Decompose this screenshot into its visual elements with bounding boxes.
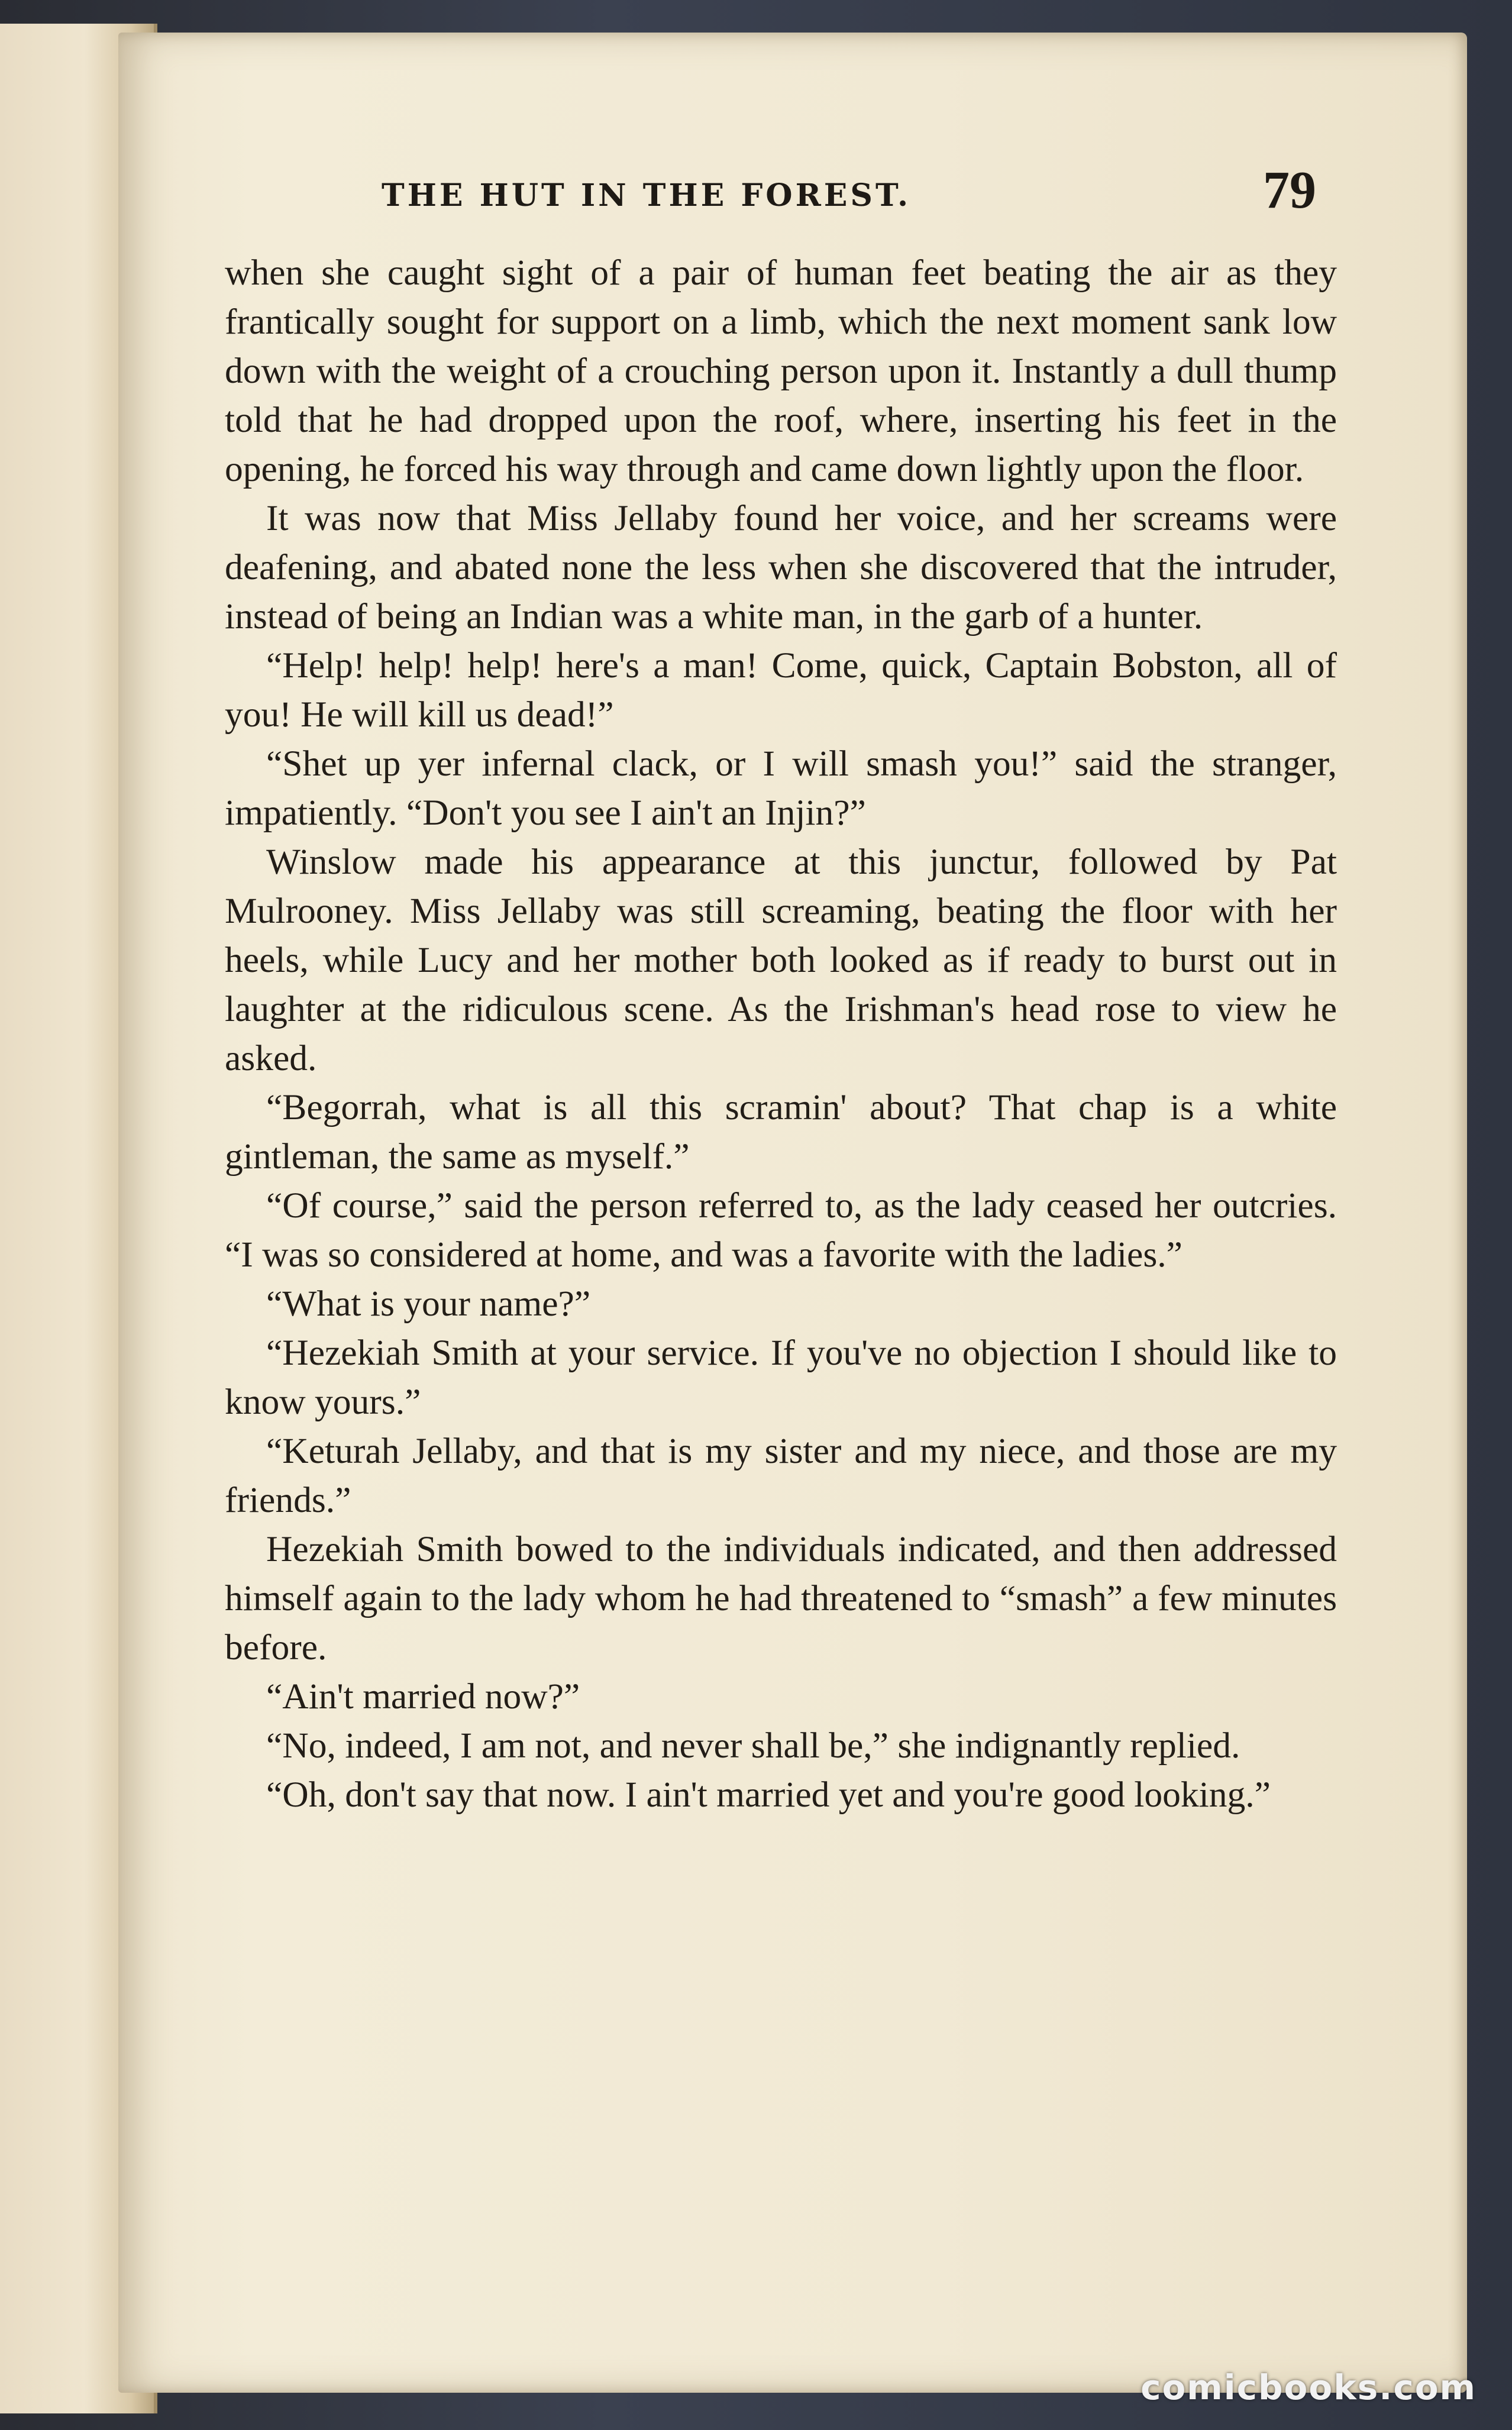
paragraph: “Ain't married now?” <box>266 1676 580 1717</box>
body-text <box>225 248 1337 1820</box>
paragraph: “Hezekiah Smith at your service. If you've no objection I should like to know yours.” <box>225 1333 1337 1422</box>
paragraph: “Of course,” said the person referred to, as the lady ceased her outcries. “I was so considered at home, and was a favorite with the ladies.” <box>225 1185 1337 1275</box>
paragraph: “Shet up yer infernal clack, or I will smash you!” said the stranger, impatiently. “Don't you see I ain't an Injin?” <box>225 744 1337 833</box>
paragraph: “What is your name?” <box>266 1284 591 1324</box>
watermark: comicbooks.com <box>1141 2367 1477 2408</box>
paragraph: “Oh, don't say that now. I ain't married yet and you're good looking.” <box>266 1775 1271 1815</box>
running-title: THE HUT IN THE FOREST. <box>382 177 912 214</box>
paragraph: Hezekiah Smith bowed to the individuals indicated, and then addressed himself again to the lady whom he had threatened to “smash” a few minutes before. <box>225 1529 1337 1668</box>
page-number: 79 <box>1263 161 1316 219</box>
running-head <box>382 148 1328 219</box>
paragraph: It was now that Miss Jellaby found her voice, and her screams were deafening, and abated none the less when she discovered that the intruder, instead of being an Indian was a white man, in the garb of a hunter. <box>225 498 1337 636</box>
paragraph: “Begorrah, what is all this scramin' about? That chap is a white gintleman, the same as myself.” <box>225 1087 1337 1177</box>
paragraph: Winslow made his appearance at this junctur, followed by Pat Mulrooney. Miss Jellaby was still screaming, beating the floor with her heels, while Lucy and her mother both looked as if ready to burst out in laughter at the ridiculous scene. As the Irishman's head rose to view he asked. <box>225 842 1337 1078</box>
paragraph: “Help! help! help! here's a man! Come, quick, Captain Bobston, all of you! He will kill us dead!” <box>225 645 1337 735</box>
paragraph: when she caught sight of a pair of human feet beating the air as they frantically sought for support on a limb, which the next moment sank low down with the weight of a crouching person upon it. Instantly a dull thump told that he had dropped upon the roof, where, inserting his feet in the opening, he forced his way through and came down lightly upon the floor. <box>225 253 1337 489</box>
paragraph: “Keturah Jellaby, and that is my sister and my niece, and those are my friends.” <box>225 1431 1337 1520</box>
paragraph: “No, indeed, I am not, and never shall be,” she indignantly replied. <box>266 1725 1240 1766</box>
